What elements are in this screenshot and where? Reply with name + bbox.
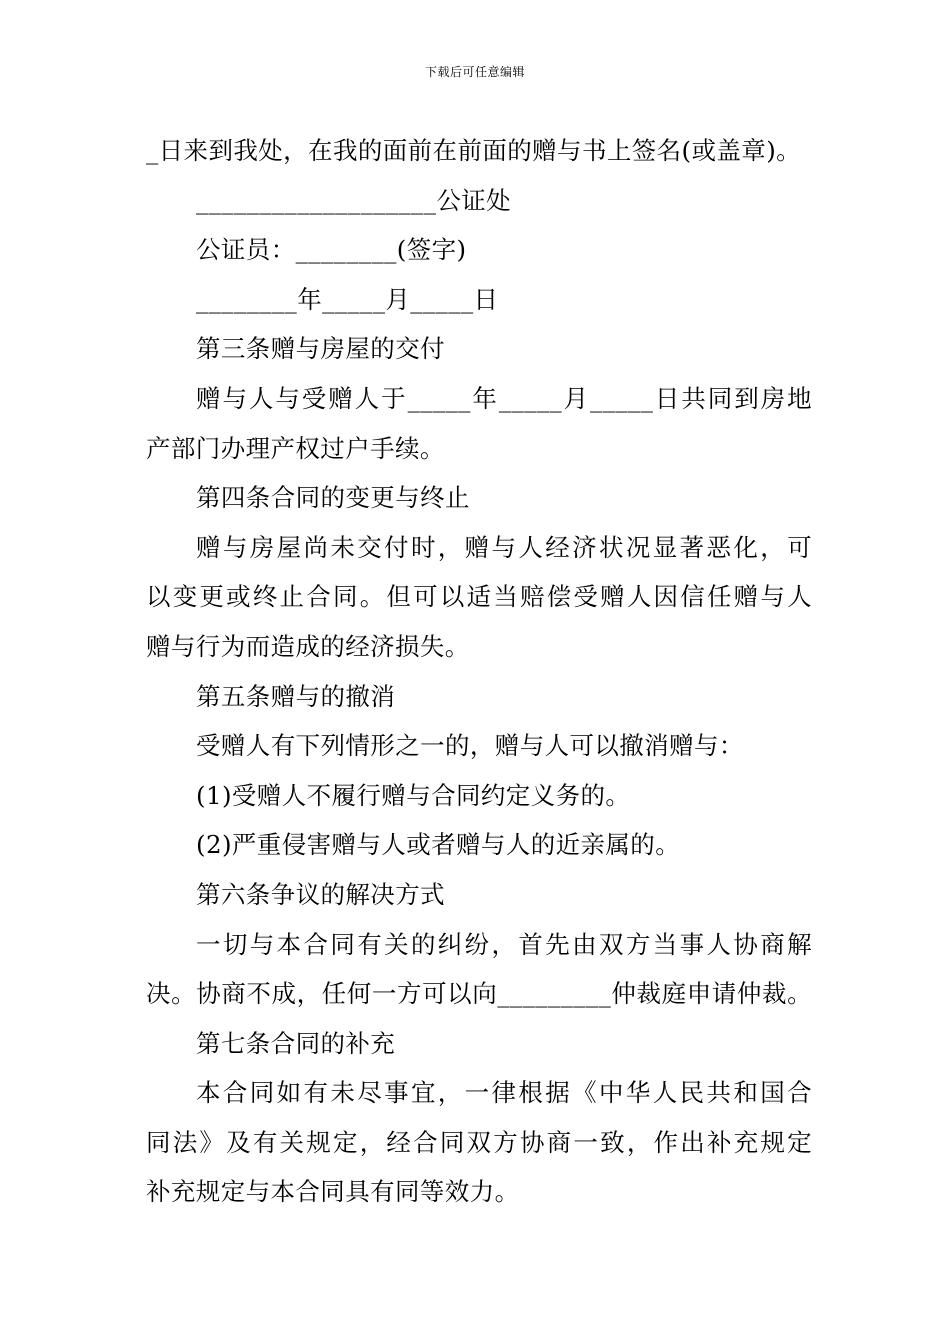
document-line: 赠与房屋尚未交付时，赠与人经济状况显著恶化，可 — [196, 532, 812, 562]
document-line: ________年_____月_____日 — [196, 284, 499, 314]
document-line: 第四条合同的变更与终止 — [196, 483, 470, 513]
document-line: 产部门办理产权过户手续。 — [146, 433, 445, 463]
document-line: 以变更或终止合同。但可以适当赔偿受赠人因信任赠与人 — [146, 582, 812, 612]
document-line: 第七条合同的补充 — [196, 1028, 396, 1058]
document-line: (1)受赠人不履行赠与合同约定义务的。 — [196, 780, 631, 810]
document-line: 同法》及有关规定，经合同双方协商一致，作出补充规定 — [146, 1127, 812, 1157]
document-line: 第三条赠与房屋的交付 — [196, 334, 445, 364]
document-line: 补充规定与本合同具有同等效力。 — [146, 1177, 520, 1207]
document-line: 决。协商不成，任何一方可以向_________仲裁庭申请仲裁。 — [146, 979, 812, 1009]
document-line: _日来到我处，在我的面前在前面的赠与书上签名(或盖章)。 — [146, 136, 802, 165]
document-line: 一切与本合同有关的纠纷，首先由双方当事人协商解 — [196, 929, 812, 959]
page-header: 下载后可任意编辑 — [424, 65, 525, 79]
document-line: ___________________公证处 — [196, 185, 512, 215]
document-line: 赠与行为而造成的经济损失。 — [146, 631, 470, 661]
document-line: 第五条赠与的撤消 — [196, 681, 396, 711]
document-line: (2)严重侵害赠与人或者赠与人的近亲属的。 — [196, 830, 681, 860]
document-line: 赠与人与受赠人于_____年_____月_____日共同到房地 — [196, 383, 812, 413]
document-line: 受赠人有下列情形之一的，赠与人可以撤消赠与： — [196, 731, 744, 761]
document-line: 公证员：________(签字) — [196, 235, 467, 265]
document-line: 本合同如有未尽事宜，一律根据《中华人民共和国合 — [196, 1078, 812, 1108]
document-line: 第六条争议的解决方式 — [196, 879, 445, 909]
document-body — [146, 126, 812, 1217]
